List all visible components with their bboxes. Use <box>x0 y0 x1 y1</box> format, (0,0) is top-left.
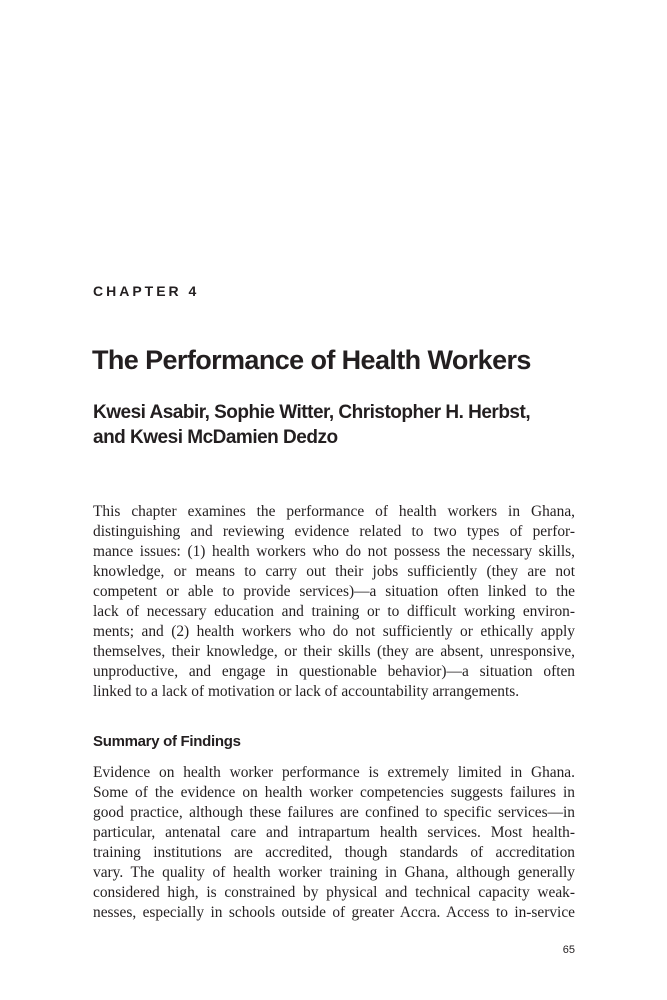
intro-paragraph <box>93 502 575 702</box>
text-line: ments; and (2) health workers who do not sufficiently or ethically apply <box>93 623 575 640</box>
summary-paragraph <box>93 763 575 923</box>
text-line: vary. The quality of health worker training in Ghana, although generally <box>93 864 575 881</box>
text-line: knowledge, or means to carry out their jobs sufficiently (they are not <box>93 563 575 580</box>
section-heading: Summary of Findings <box>93 733 241 750</box>
text-line: competent or able to provide services)—a situation often linked to the <box>93 583 575 600</box>
text-line: lack of necessary education and training or to difficult working environ- <box>93 603 575 620</box>
chapter-authors <box>93 400 593 450</box>
text-line: nesses, especially in schools outside of greater Accra. Access to in-service <box>93 904 575 921</box>
text-line: good practice, although these failures are confined to specific services—in <box>93 804 575 821</box>
text-line: themselves, their knowledge, or their skills (they are absent, unresponsive, <box>93 643 575 660</box>
page-number: 65 <box>562 944 575 956</box>
text-line: Some of the evidence on health worker competencies suggests failures in <box>93 784 575 801</box>
text-line: distinguishing and reviewing evidence related to two types of perfor- <box>93 523 575 540</box>
text-line: linked to a lack of motivation or lack of accountability arrangements. <box>93 683 520 700</box>
text-line: Evidence on health worker performance is extremely limited in Ghana. <box>93 764 575 781</box>
text-line: unproductive, and engage in questionable behavior)—a situation often <box>93 663 575 680</box>
authors-line: Kwesi Asabir, Sophie Witter, Christopher H. Herbst, <box>93 402 531 423</box>
authors-line: and Kwesi McDamien Dedzo <box>93 427 338 448</box>
text-line: training institutions are accredited, though standards of accreditation <box>93 844 575 861</box>
text-line: particular, antenatal care and intrapartum health services. Most health- <box>93 824 575 841</box>
text-line: mance issues: (1) health workers who do not possess the necessary skills, <box>93 543 575 560</box>
text-line: This chapter examines the performance of health workers in Ghana, <box>93 503 575 520</box>
chapter-title: The Performance of Health Workers <box>92 345 531 375</box>
chapter-label: CHAPTER 4 <box>93 283 200 299</box>
text-line: considered high, is constrained by physical and technical capacity weak- <box>93 884 575 901</box>
